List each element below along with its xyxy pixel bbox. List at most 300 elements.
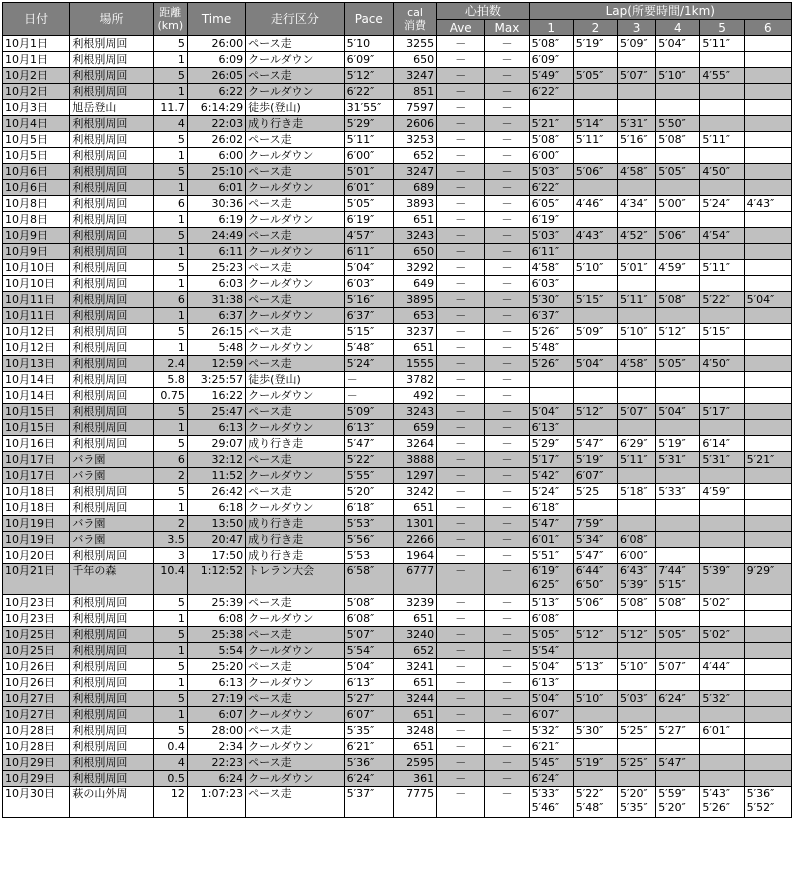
lap-cell-3: 4′34″ [618,196,656,212]
hr-ave-cell: － [437,68,485,84]
cal-cell: 6777 [393,564,436,595]
cal-cell: 3255 [393,36,436,52]
lap-cell-3: 4′58″ [618,356,656,372]
lap-cell-6 [744,548,791,564]
lap-cell-3: 5′01″ [618,260,656,276]
date-cell: 10月4日 [3,116,70,132]
lap-cell-2 [573,388,617,404]
lap-cell-4: 4′59″ [656,260,700,276]
cal-cell: 2606 [393,116,436,132]
lap-cell-2: 5′14″ [573,116,617,132]
lap-cell-2 [573,52,617,68]
pace-cell: 5′04″ [344,659,393,675]
table-row [3,436,792,452]
place-cell: 利根別周回 [70,148,153,164]
pace-cell: 5′20″ [344,484,393,500]
lap-cell-3 [618,707,656,723]
lap-cell-5 [700,84,744,100]
place-cell: 利根別周回 [70,196,153,212]
place-cell: 利根別周回 [70,388,153,404]
lap-cell-1: 6′09″ [529,52,573,68]
lap-cell-6 [744,627,791,643]
date-cell: 10月2日 [3,68,70,84]
hr-ave-cell: － [437,116,485,132]
time-cell: 25:20 [187,659,245,675]
lap-cell-5 [700,468,744,484]
lap-cell-5 [700,500,744,516]
lap-cell-5: 4′44″ [700,659,744,675]
cal-cell: 689 [393,180,436,196]
time-cell: 6:11 [187,244,245,260]
lap-cell-2: 4′43″ [573,228,617,244]
header-place: 場所 [70,3,153,36]
date-cell: 10月9日 [3,244,70,260]
cal-cell: 3247 [393,68,436,84]
pace-cell: 6′01″ [344,180,393,196]
hr-max-cell: － [485,340,529,356]
category-cell: ペース走 [246,452,344,468]
lap-cell-6 [744,324,791,340]
time-cell: 13:50 [187,516,245,532]
cal-cell: 3292 [393,260,436,276]
date-cell: 10月12日 [3,340,70,356]
place-cell: 千年の森 [70,564,153,595]
pace-cell: 5′15″ [344,324,393,340]
lap-cell-5 [700,643,744,659]
lap-cell-4 [656,771,700,787]
lap-cell-4: 5′08″ [656,292,700,308]
lap-cell-1: 5′13″ [529,595,573,611]
pace-cell: 5′27″ [344,691,393,707]
date-cell: 10月26日 [3,659,70,675]
lap-cell-1: 6′03″ [529,276,573,292]
table-row [3,260,792,276]
lap-cell-4 [656,564,700,595]
cal-cell: 652 [393,148,436,164]
lap-cell-3: 5′08″ [618,595,656,611]
lap-cell-6 [744,404,791,420]
date-cell: 10月27日 [3,691,70,707]
date-cell: 10月23日 [3,595,70,611]
date-cell: 10月25日 [3,643,70,659]
lap-cell-1: 5′32″ [529,723,573,739]
category-cell: ペース走 [246,484,344,500]
category-cell: クールダウン [246,611,344,627]
hr-max-cell: － [485,484,529,500]
lap-cell-2: 5′06″ [573,595,617,611]
time-cell: 6:19 [187,212,245,228]
lap-cell-2: 6′07″ [573,468,617,484]
table-row [3,180,792,196]
pace-cell: 5′24″ [344,356,393,372]
hr-ave-cell: － [437,548,485,564]
place-cell: 利根別周回 [70,675,153,691]
hr-max-cell: － [485,292,529,308]
lap-cell-5 [700,372,744,388]
lap-line-2: 6′25″ [531,578,560,591]
lap-cell-2 [573,611,617,627]
place-cell: 利根別周回 [70,228,153,244]
lap-line-2: 5′26″ [702,801,731,814]
time-cell: 25:23 [187,260,245,276]
lap-cell-4 [656,340,700,356]
lap-line-1: 6′43″ [620,564,648,577]
lap-cell-4 [656,100,700,116]
hr-max-cell: － [485,707,529,723]
category-cell: ペース走 [246,787,344,818]
cal-cell: 3244 [393,691,436,707]
hr-max-cell: － [485,532,529,548]
lap-cell-2: 5′15″ [573,292,617,308]
category-cell: ペース走 [246,691,344,707]
time-cell: 28:00 [187,723,245,739]
time-cell: 26:05 [187,68,245,84]
distance-cell: 4 [153,116,187,132]
hr-ave-cell: － [437,324,485,340]
place-cell: 利根別周回 [70,212,153,228]
lap-cell-1: 5′45″ [529,755,573,771]
lap-cell-5: 4′55″ [700,68,744,84]
hr-ave-cell: － [437,212,485,228]
place-cell: 利根別周回 [70,52,153,68]
hr-ave-cell: － [437,36,485,52]
place-cell: 利根別周回 [70,68,153,84]
date-cell: 10月15日 [3,420,70,436]
pace-cell: 6′18″ [344,500,393,516]
category-cell: クールダウン [246,148,344,164]
cal-cell: 651 [393,500,436,516]
table-row [3,755,792,771]
table-row [3,388,792,404]
running-log-table [2,2,792,818]
distance-cell: 6 [153,196,187,212]
lap-cell-2 [573,340,617,356]
lap-cell-3 [618,771,656,787]
lap-cell-1: 4′58″ [529,260,573,276]
table-row [3,340,792,356]
lap-cell-4: 5′07″ [656,659,700,675]
lap-cell-5 [700,739,744,755]
lap-cell-2: 7′59″ [573,516,617,532]
header-lap: Lap(所要時間/1km) [529,3,791,20]
time-cell: 24:49 [187,228,245,244]
lap-cell-2 [573,739,617,755]
pace-cell: 5′08″ [344,595,393,611]
lap-cell-6 [744,308,791,324]
hr-max-cell: － [485,260,529,276]
date-cell: 10月29日 [3,771,70,787]
hr-ave-cell: － [437,260,485,276]
hr-max-cell: － [485,404,529,420]
lap-cell-4 [656,468,700,484]
lap-cell-2: 4′46″ [573,196,617,212]
table-row [3,452,792,468]
table-row [3,595,792,611]
lap-cell-2 [573,564,617,595]
lap-line-1: 5′36″ [746,787,775,800]
hr-ave-cell: － [437,164,485,180]
pace-cell: 5′37″ [344,787,393,818]
time-cell: 6:13 [187,420,245,436]
lap-cell-5: 4′59″ [700,484,744,500]
date-cell: 10月29日 [3,755,70,771]
place-cell: 旭岳登山 [70,100,153,116]
hr-ave-cell: － [437,500,485,516]
cal-cell: 3893 [393,196,436,212]
lap-cell-2 [573,180,617,196]
lap-cell-5 [700,707,744,723]
log-body [3,36,792,818]
lap-cell-2: 5′05″ [573,68,617,84]
date-cell: 10月27日 [3,707,70,723]
distance-cell: 2.4 [153,356,187,372]
lap-cell-3 [618,516,656,532]
time-cell: 22:03 [187,116,245,132]
pace-cell: 5′35″ [344,723,393,739]
place-cell: バラ園 [70,468,153,484]
date-cell: 10月17日 [3,468,70,484]
place-cell: 利根別周回 [70,356,153,372]
place-cell: 利根別周回 [70,420,153,436]
place-cell: バラ園 [70,452,153,468]
lap-cell-2: 5′19″ [573,36,617,52]
lap-cell-4: 5′04″ [656,404,700,420]
lap-cell-1: 6′21″ [529,739,573,755]
place-cell: 利根別周回 [70,548,153,564]
lap-cell-5 [700,116,744,132]
header-hr-max: Max [485,20,529,36]
lap-cell-4: 5′12″ [656,324,700,340]
lap-cell-6 [744,52,791,68]
lap-cell-5: 4′54″ [700,228,744,244]
lap-cell-3: 5′07″ [618,404,656,420]
lap-cell-2: 5′47″ [573,436,617,452]
lap-cell-5: 4′50″ [700,164,744,180]
lap-cell-3: 5′03″ [618,691,656,707]
lap-cell-1: 5′04″ [529,404,573,420]
hr-ave-cell: － [437,675,485,691]
hr-max-cell: － [485,100,529,116]
cal-cell: 3253 [393,132,436,148]
lap-cell-4: 5′31″ [656,452,700,468]
hr-max-cell: － [485,723,529,739]
table-row [3,292,792,308]
lap-cell-5 [700,100,744,116]
lap-cell-4 [656,643,700,659]
cal-cell: 2595 [393,755,436,771]
lap-cell-2: 5′10″ [573,691,617,707]
category-cell: ペース走 [246,627,344,643]
lap-cell-1: 6′01″ [529,532,573,548]
lap-cell-2 [573,276,617,292]
place-cell: 利根別周回 [70,755,153,771]
hr-max-cell: － [485,196,529,212]
cal-cell: 650 [393,52,436,68]
lap-cell-1 [529,388,573,404]
hr-max-cell: － [485,68,529,84]
lap-cell-6 [744,340,791,356]
lap-line-1: 7′44″ [658,564,686,577]
cal-cell: 7597 [393,100,436,116]
place-cell: 利根別周回 [70,659,153,675]
date-cell: 10月25日 [3,627,70,643]
pace-cell: 5′56″ [344,532,393,548]
table-row [3,84,792,100]
lap-line-1: 5′39″ [702,564,731,577]
lap-cell-6 [744,691,791,707]
date-cell: 10月19日 [3,532,70,548]
header-lap-2: 2 [573,20,617,36]
lap-cell-4: 5′33″ [656,484,700,500]
place-cell: 利根別周回 [70,244,153,260]
lap-cell-1: 5′51″ [529,548,573,564]
distance-cell: 3.5 [153,532,187,548]
hr-ave-cell: － [437,244,485,260]
lap-cell-2: 5′09″ [573,324,617,340]
hr-ave-cell: － [437,356,485,372]
lap-cell-5 [700,771,744,787]
cal-cell: 3247 [393,164,436,180]
hr-max-cell: － [485,36,529,52]
pace-cell: 31′55″ [344,100,393,116]
place-cell: 利根別周回 [70,340,153,356]
lap-cell-6 [744,643,791,659]
lap-line-1: 5′59″ [658,787,686,800]
lap-cell-5: 5′11″ [700,132,744,148]
place-cell: 利根別周回 [70,276,153,292]
lap-cell-3 [618,276,656,292]
lap-cell-4 [656,212,700,228]
pace-cell: 5′53 [344,548,393,564]
lap-cell-5 [700,52,744,68]
category-cell: クールダウン [246,388,344,404]
distance-cell: 3 [153,548,187,564]
hr-max-cell: － [485,228,529,244]
cal-cell: 1301 [393,516,436,532]
time-cell: 32:12 [187,452,245,468]
distance-cell: 2 [153,468,187,484]
category-cell: クールダウン [246,771,344,787]
distance-cell: 5 [153,691,187,707]
pace-cell: 6′24″ [344,771,393,787]
lap-cell-4 [656,308,700,324]
hr-max-cell: － [485,180,529,196]
category-cell: クールダウン [246,707,344,723]
lap-cell-1: 5′17″ [529,452,573,468]
hr-ave-cell: － [437,388,485,404]
cal-cell: 3239 [393,595,436,611]
lap-cell-3: 5′25″ [618,755,656,771]
lap-cell-5: 5′11″ [700,36,744,52]
lap-cell-2 [573,771,617,787]
lap-cell-6 [744,675,791,691]
lap-line-1: 5′33″ [531,787,560,800]
category-cell: トレラン大会 [246,564,344,595]
lap-cell-5 [700,340,744,356]
lap-cell-2: 5′25 [573,484,617,500]
date-cell: 10月1日 [3,52,70,68]
table-row [3,68,792,84]
category-cell: 成り行き走 [246,516,344,532]
lap-cell-4 [656,707,700,723]
date-cell: 10月11日 [3,308,70,324]
cal-cell: 649 [393,276,436,292]
lap-cell-5 [700,212,744,228]
hr-ave-cell: － [437,196,485,212]
table-row [3,276,792,292]
pace-cell: 6′09″ [344,52,393,68]
time-cell: 25:38 [187,627,245,643]
date-cell: 10月5日 [3,132,70,148]
distance-cell: 1 [153,643,187,659]
pace-cell: 6′19″ [344,212,393,228]
lap-cell-6 [744,212,791,228]
lap-line-1: 6′44″ [575,564,604,577]
pace-cell: 5′11″ [344,132,393,148]
table-row [3,468,792,484]
hr-max-cell: － [485,244,529,260]
lap-cell-5 [700,388,744,404]
lap-line-2: 5′20″ [658,801,686,814]
time-cell: 6:01 [187,180,245,196]
lap-cell-4: 5′05″ [656,356,700,372]
lap-cell-2 [573,244,617,260]
hr-max-cell: － [485,627,529,643]
pace-cell: 6′13″ [344,420,393,436]
pace-cell: 5′05″ [344,196,393,212]
distance-cell: 5 [153,324,187,340]
distance-cell: 1 [153,244,187,260]
table-row [3,548,792,564]
hr-max-cell: － [485,755,529,771]
lap-cell-5 [700,244,744,260]
lap-cell-1: 5′26″ [529,324,573,340]
date-cell: 10月10日 [3,276,70,292]
table-row [3,372,792,388]
lap-line-2: 5′35″ [620,801,648,814]
category-cell: クールダウン [246,420,344,436]
distance-cell: 0.4 [153,739,187,755]
lap-cell-2: 5′13″ [573,659,617,675]
hr-ave-cell: － [437,404,485,420]
lap-cell-4 [656,516,700,532]
lap-cell-6 [744,116,791,132]
date-cell: 10月20日 [3,548,70,564]
lap-cell-3 [618,468,656,484]
header-cal: cal 消費 [393,3,436,36]
lap-cell-6 [744,260,791,276]
table-row [3,723,792,739]
lap-cell-6 [744,595,791,611]
category-cell: ペース走 [246,68,344,84]
distance-cell: 5 [153,436,187,452]
lap-cell-2: 5′12″ [573,404,617,420]
lap-cell-6 [744,723,791,739]
cal-cell: 3888 [393,452,436,468]
lap-cell-4 [656,148,700,164]
lap-cell-5: 5′32″ [700,691,744,707]
hr-ave-cell: － [437,755,485,771]
time-cell: 25:47 [187,404,245,420]
lap-cell-2: 5′47″ [573,548,617,564]
pace-cell: 5′54″ [344,643,393,659]
hr-max-cell: － [485,787,529,818]
place-cell: 利根別周回 [70,308,153,324]
header-distance: 距離 (km) [153,3,187,36]
hr-ave-cell: － [437,132,485,148]
cal-cell: 652 [393,643,436,659]
distance-cell: 1 [153,52,187,68]
